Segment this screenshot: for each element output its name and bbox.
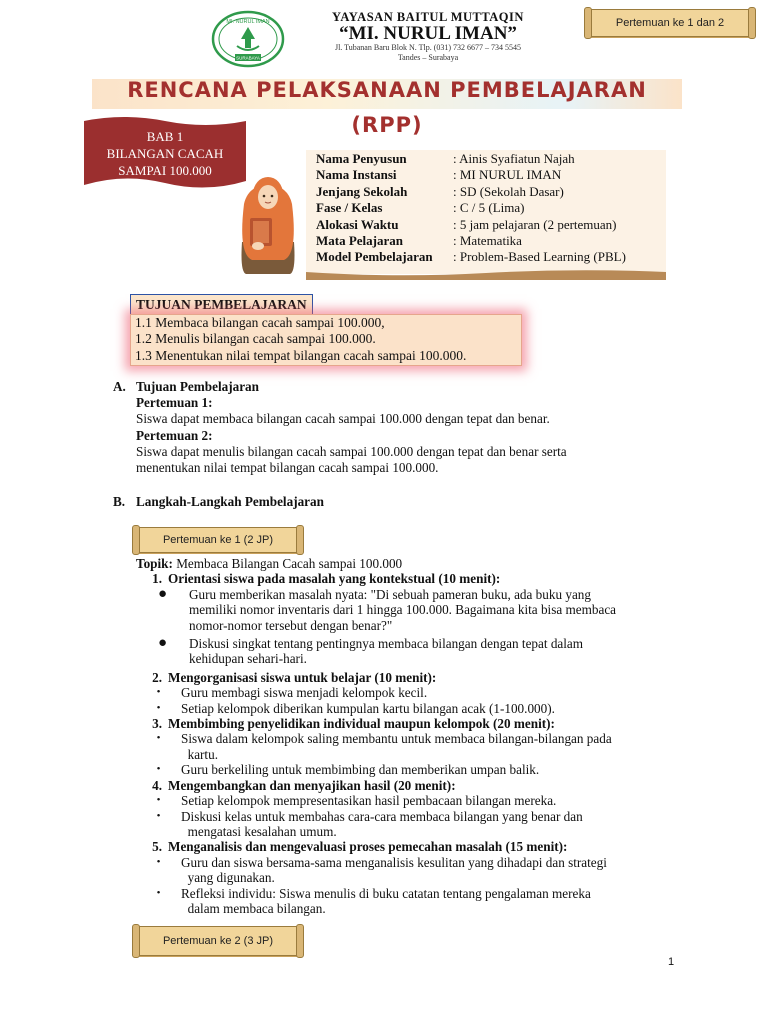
step-bullet bbox=[136, 701, 696, 716]
bullet-icon: • bbox=[156, 732, 161, 745]
document-info-table bbox=[316, 151, 626, 266]
document-title: RENCANA PELAKSANAAN PEMBELAJARAN bbox=[127, 78, 647, 102]
info-row bbox=[316, 217, 626, 233]
bullet-text bbox=[189, 587, 696, 633]
bullet-text bbox=[181, 855, 696, 886]
step-title bbox=[136, 716, 696, 731]
bullet-icon: • bbox=[156, 886, 161, 899]
bullet-line: Guru dan siswa bersama-sama menganalisis kesulitan yang dihadapi dan strategi bbox=[181, 854, 607, 870]
meeting-2-scroll-tag: Pertemuan ke 2 (3 JP) bbox=[137, 926, 299, 956]
info-value: : C / 5 (Lima) bbox=[453, 200, 525, 216]
section-b-heading: Langkah-Langkah Pembelajaran bbox=[136, 494, 324, 509]
section-a-heading: Tujuan Pembelajaran bbox=[136, 379, 259, 394]
chapter-number: BAB 1 bbox=[146, 129, 184, 144]
bullet-line: memiliki nomor inventaris dari 1 hingga 100.000. Bagaimana kita bisa membaca bbox=[189, 602, 617, 618]
info-row bbox=[316, 151, 626, 167]
chapter-title-line-1: BILANGAN CACAH bbox=[106, 146, 224, 161]
meeting-1-goal: Siswa dapat membaca bilangan cacah sampai 100.000 dengan tepat dan benar. bbox=[136, 411, 550, 427]
step-bullet bbox=[136, 587, 696, 633]
info-key: Model Pembelajaran bbox=[316, 249, 433, 265]
meeting-scroll-tag: Pertemuan ke 1 dan 2 bbox=[589, 9, 751, 37]
info-key: Alokasi Waktu bbox=[316, 216, 399, 232]
meeting-1-steps bbox=[136, 556, 696, 916]
learning-goal-item: 1.3 Menentukan nilai tempat bilangan cacah sampai 100.000. bbox=[135, 347, 467, 363]
chapter-label bbox=[84, 128, 246, 179]
bullet-text bbox=[181, 809, 696, 840]
bullet-text: Setiap kelompok mempresentasikan hasil pembacaan bilangan mereka. bbox=[181, 793, 557, 809]
meeting-1-label: Pertemuan 1: bbox=[136, 395, 213, 411]
learning-goal-item: 1.1 Membaca bilangan cacah sampai 100.000, bbox=[135, 315, 385, 330]
step-bullet bbox=[136, 685, 696, 700]
bullet-line: kartu. bbox=[187, 746, 218, 762]
foundation-name: YAYASAN BAITUL MUTTAQIN bbox=[332, 10, 524, 24]
info-row bbox=[316, 200, 626, 216]
bullet-line: Siswa dalam kelompok saling membantu untuk membaca bilangan-bilangan pada bbox=[181, 731, 612, 747]
bullet-line: yang digunakan. bbox=[187, 870, 275, 886]
info-key: Mata Pelajaran bbox=[316, 233, 404, 249]
learning-goal-item: 1.2 Menulis bilangan cacah sampai 100.000. bbox=[135, 331, 376, 347]
topic-value: Membaca Bilangan Cacah sampai 100.000 bbox=[172, 556, 403, 571]
step-title bbox=[136, 778, 696, 793]
bullet-text: Guru membagi siswa menjadi kelompok kecil. bbox=[181, 685, 428, 701]
logo-text-bottom: SURABAYA bbox=[236, 55, 260, 61]
info-panel-wave bbox=[306, 270, 666, 280]
topic-line bbox=[136, 556, 696, 571]
bullet-icon: • bbox=[156, 855, 161, 868]
topic-label: Topik: bbox=[136, 556, 173, 571]
meeting-2-label: Pertemuan 2: bbox=[136, 427, 213, 443]
address-line-2: Tandes – Surabaya bbox=[397, 53, 459, 62]
bullet-line: Refleksi individu: Siswa menulis di buku catatan tentang pengalaman mereka bbox=[181, 885, 591, 901]
meeting-1-scroll-tag: Pertemuan ke 1 (2 JP) bbox=[137, 527, 299, 553]
learning-goals-box bbox=[130, 314, 522, 366]
chapter-title-line-2: SAMPAI 100.000 bbox=[118, 163, 212, 178]
step-heading: Menganalisis dan mengevaluasi proses pemecahan masalah (15 menit): bbox=[168, 839, 568, 855]
info-key: Nama Instansi bbox=[316, 167, 397, 183]
info-value: : Matematika bbox=[453, 233, 522, 249]
step-bullet bbox=[136, 731, 696, 762]
info-row bbox=[316, 184, 626, 200]
bullet-icon: • bbox=[156, 701, 161, 714]
info-row bbox=[316, 249, 626, 265]
bullet-text bbox=[181, 886, 696, 917]
info-value: : Problem-Based Learning (PBL) bbox=[453, 249, 626, 265]
step-number: 2. bbox=[152, 669, 162, 685]
document-subtitle: (RPP) bbox=[351, 113, 423, 137]
step-number: 5. bbox=[152, 839, 162, 855]
info-row bbox=[316, 167, 626, 183]
info-value: : Ainis Syafiatun Najah bbox=[453, 151, 575, 166]
step-bullet bbox=[136, 636, 696, 667]
info-key: Jenjang Sekolah bbox=[316, 183, 408, 199]
student-illustration bbox=[228, 164, 308, 276]
page-number: 1 bbox=[668, 956, 675, 968]
bullet-icon: • bbox=[156, 763, 161, 776]
step-bullet bbox=[136, 886, 696, 917]
address-line-1: Jl. Tubanan Baru Blok N. Tlp. (031) 732 6677 – 734 5545 bbox=[334, 43, 522, 52]
bullet-text bbox=[181, 731, 696, 762]
info-key: Nama Penyusun bbox=[316, 151, 407, 166]
bullet-line: Guru memberikan masalah nyata: "Di sebuah pameran buku, ada buku yang bbox=[189, 586, 591, 602]
bullet-line: kehidupan sehari-hari. bbox=[189, 651, 307, 667]
step-bullet bbox=[136, 855, 696, 886]
logo-text-top: MI. NURUL IMAN bbox=[226, 19, 270, 25]
bullet-line: Diskusi singkat tentang pentingnya membaca bilangan dengan tepat dalam bbox=[189, 636, 584, 652]
bullet-text: Guru berkeliling untuk membimbing dan memberikan umpan balik. bbox=[181, 762, 540, 778]
section-a bbox=[136, 379, 696, 476]
step-number: 4. bbox=[152, 777, 162, 793]
step-heading: Mengorganisasi siswa untuk belajar (10 menit): bbox=[168, 669, 437, 685]
info-value: : 5 jam pelajaran (2 pertemuan) bbox=[453, 216, 617, 232]
step-title bbox=[136, 670, 696, 685]
step-bullet bbox=[136, 809, 696, 840]
bullet-icon: • bbox=[156, 794, 161, 807]
bullet-icon: • bbox=[156, 686, 161, 699]
info-value: : MI NURUL IMAN bbox=[453, 167, 562, 183]
section-a-marker: A. bbox=[113, 379, 126, 394]
learning-goals-heading: TUJUAN PEMBELAJARAN bbox=[130, 294, 313, 316]
step-bullet bbox=[136, 762, 696, 777]
step-bullet bbox=[136, 793, 696, 808]
bullet-line: nomor-nomor tersebut dengan benar?" bbox=[189, 617, 393, 633]
school-name: “MI. NURUL IMAN” bbox=[339, 23, 517, 44]
section-b-marker: B. bbox=[113, 494, 126, 509]
step-heading: Orientasi siswa pada masalah yang kontekstual (10 menit): bbox=[168, 571, 501, 587]
step-number: 3. bbox=[152, 716, 162, 732]
bullet-text: Setiap kelompok diberikan kumpulan kartu bilangan acak (1-100.000). bbox=[181, 700, 555, 716]
info-key: Fase / Kelas bbox=[316, 200, 383, 216]
meeting-2-goal-line-1: Siswa dapat menulis bilangan cacah sampai 100.000 dengan tepat dan benar serta bbox=[136, 443, 567, 459]
bullet-line: dalam membaca bilangan. bbox=[187, 900, 326, 916]
step-title bbox=[136, 839, 696, 854]
bullet-icon: ● bbox=[157, 585, 168, 602]
info-value: : SD (Sekolah Dasar) bbox=[453, 183, 564, 199]
info-row bbox=[316, 233, 626, 249]
bullet-text bbox=[189, 636, 696, 667]
bullet-icon: • bbox=[156, 809, 161, 822]
school-logo bbox=[211, 10, 285, 68]
bullet-line: mengatasi kesalahan umum. bbox=[187, 823, 337, 839]
step-title bbox=[136, 571, 696, 586]
meeting-2-goal-line-2: menentukan nilai tempat bilangan cacah sampai 100.000. bbox=[136, 460, 439, 476]
step-heading: Membimbing penyelidikan individual maupun kelompok (20 menit): bbox=[168, 716, 555, 732]
bullet-icon: ● bbox=[157, 635, 168, 652]
step-heading: Mengembangkan dan menyajikan hasil (20 menit): bbox=[168, 777, 456, 793]
step-number: 1. bbox=[152, 571, 162, 587]
school-address bbox=[292, 43, 564, 63]
bullet-line: Diskusi kelas untuk membahas cara-cara membaca bilangan yang benar dan bbox=[181, 808, 583, 824]
